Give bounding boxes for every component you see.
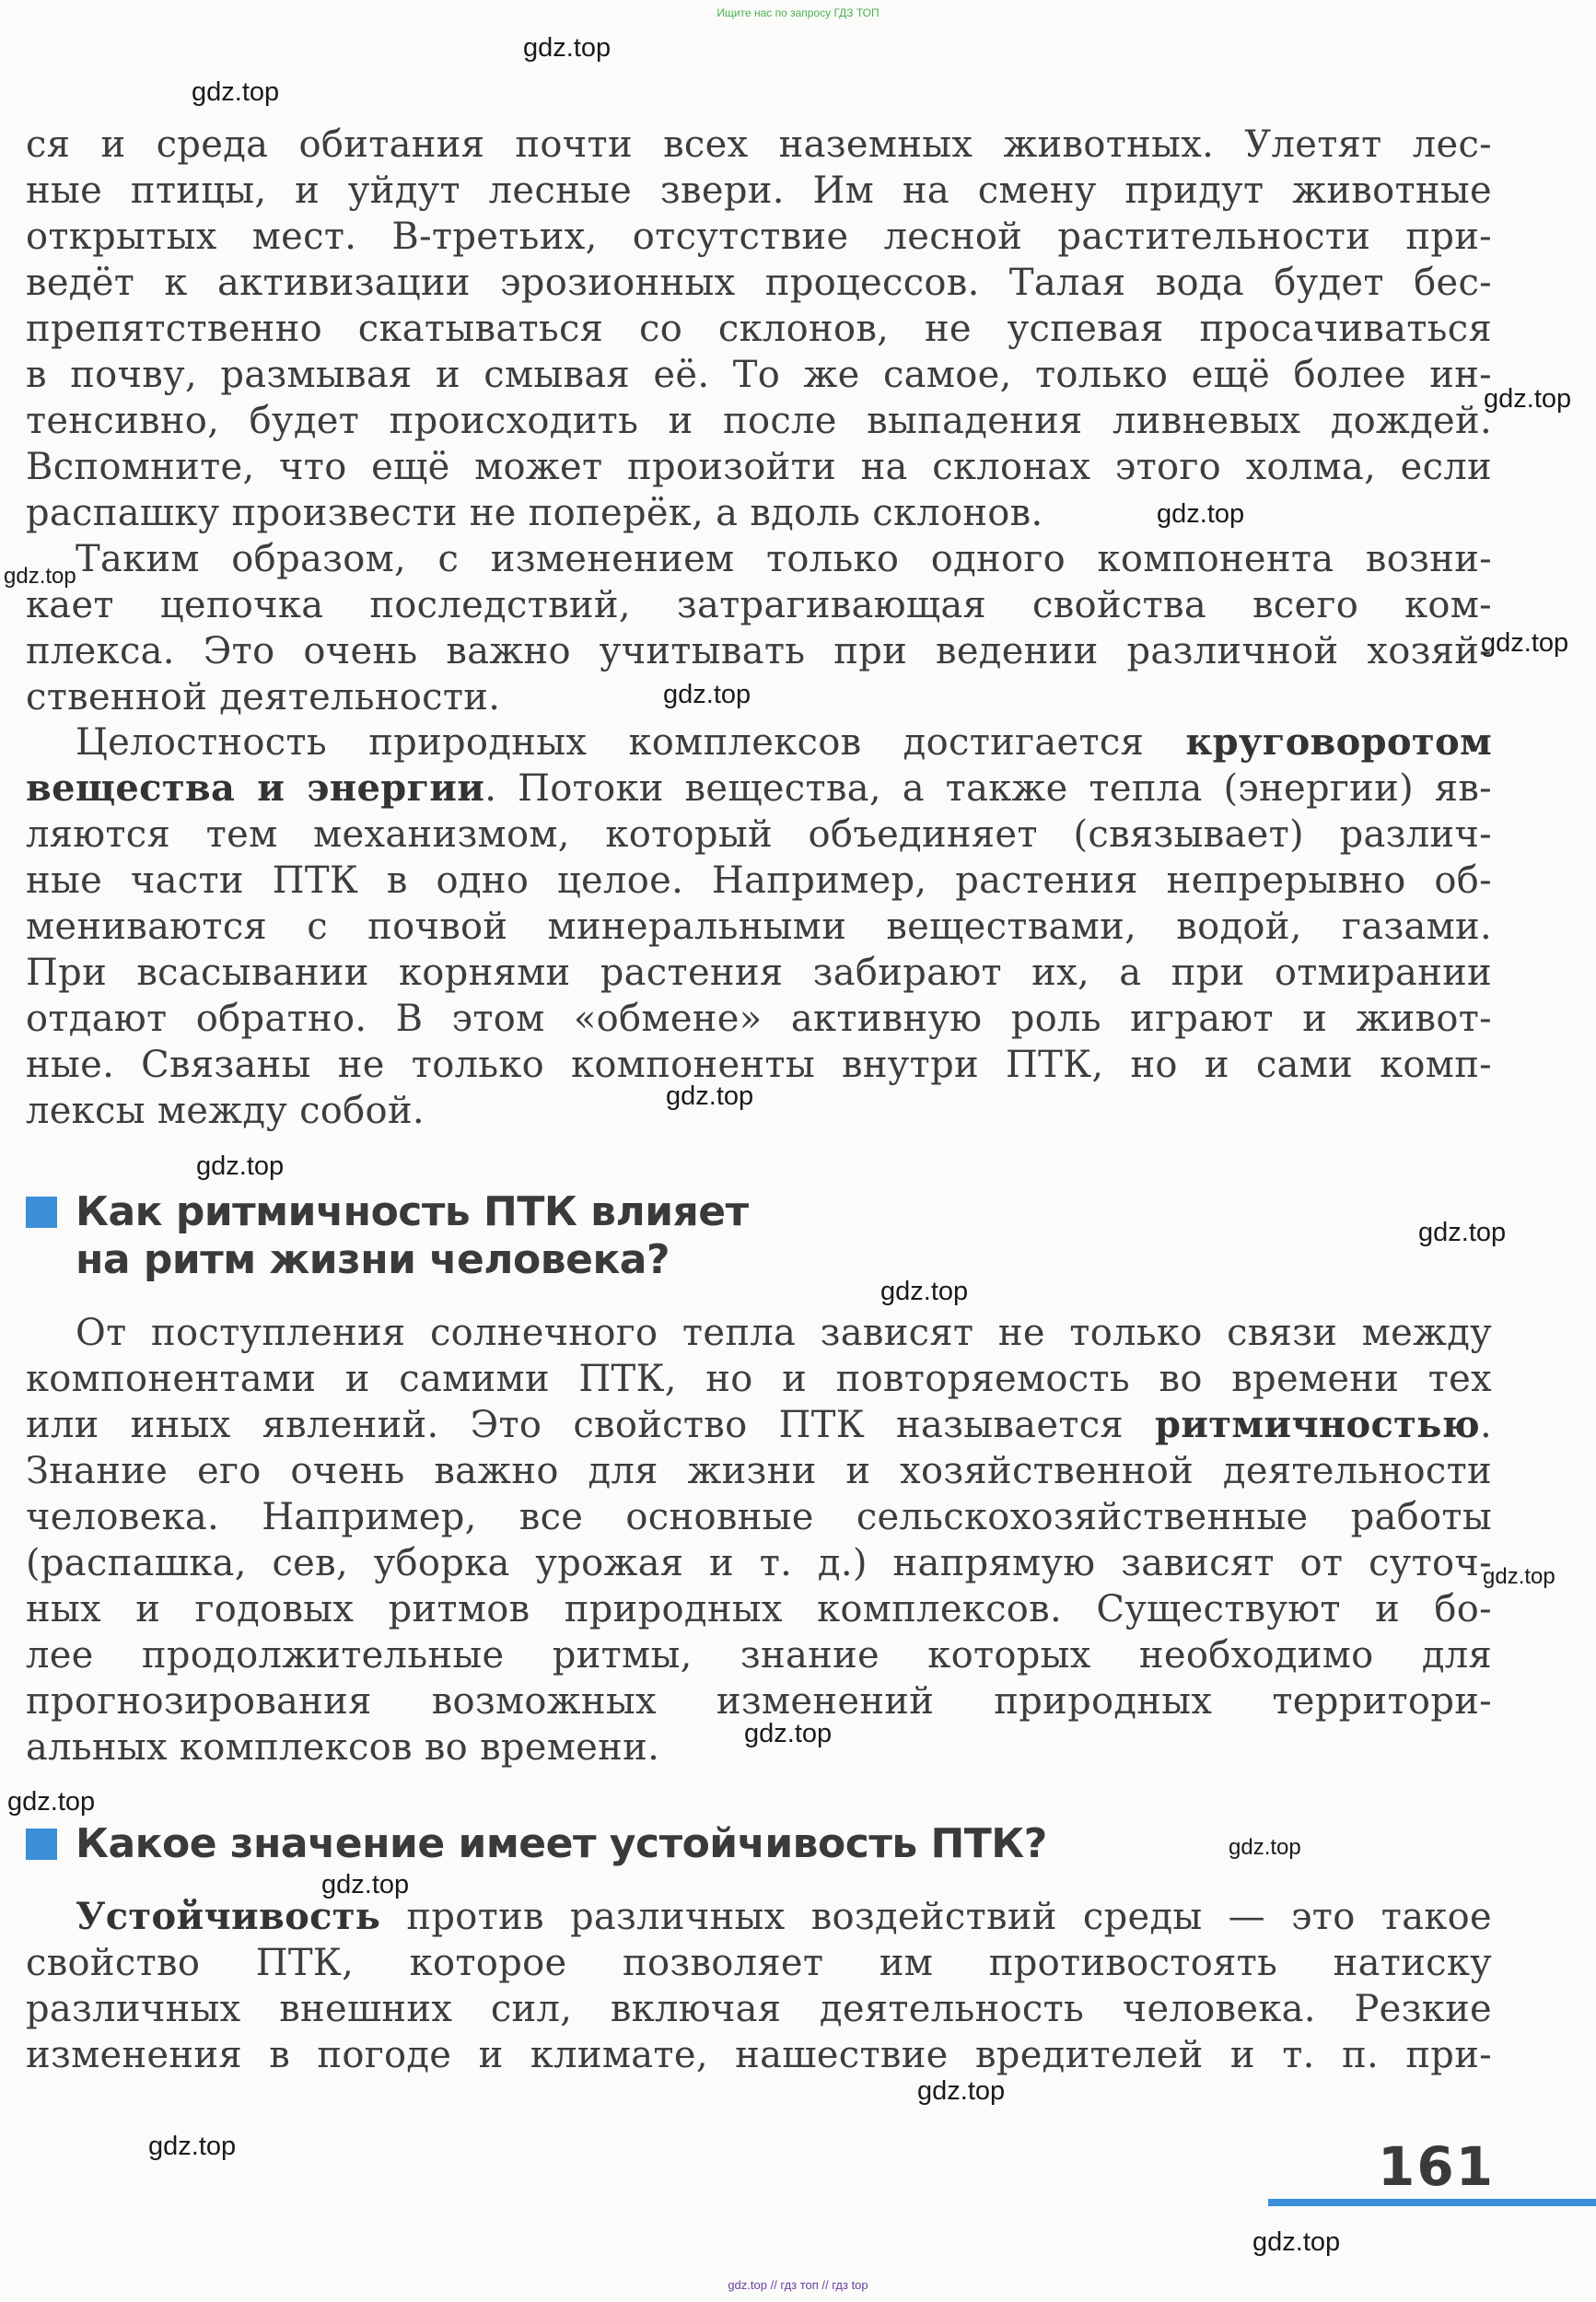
watermark: gdz.top [148, 2132, 237, 2161]
term-circulation: круговоротом [1185, 720, 1492, 764]
para3-line1 [26, 719, 1492, 765]
watermark: gdz.top [1229, 1835, 1301, 1860]
para1-line: ные птицы, и уйдут лесные звери. Им на смену придут животные [26, 169, 1492, 212]
para3-line: ные части ПТК в одно целое. Например, растения непрерывно об- [26, 859, 1492, 902]
para5-line: различных внешних сил, включая деятельность человека. Резкие [26, 1988, 1492, 2030]
para4-line: человека. Например, все основные сельскохозяйственные работы [26, 1496, 1492, 1538]
watermark: gdz.top [1484, 384, 1572, 414]
watermark: gdz.top [321, 1870, 410, 1899]
heading2-text: Какое значение имеет устойчивость ПТК? [76, 1820, 1047, 1867]
para2-line: плекса. Это очень важно учитывать при ведении различной хозяй- [26, 630, 1492, 672]
watermark: gdz.top [196, 1151, 285, 1181]
para4-line: (распашка, сев, уборка урожая и т. д.) напрямую зависят от суточ- [26, 1542, 1492, 1584]
para1-line: открытых мест. В-третьих, отсутствие лесной растительности при- [26, 216, 1492, 258]
page-number-rule [1268, 2199, 1596, 2206]
top-banner: Ищите нас по запросу ГДЗ ТОП [716, 6, 880, 19]
para3-line: мениваются с почвой минеральными веществами, водой, газами. [26, 906, 1492, 948]
section-heading-rhythm [26, 1188, 749, 1284]
paragraph-3 [26, 719, 1492, 1134]
para4-line3-text: или иных явлений. Это свойство ПТК называется [26, 1404, 1155, 1446]
para3-line1-text: Целостность природных комплексов достигается [76, 721, 1186, 764]
heading1-line2: на ритм жизни человека? [76, 1236, 670, 1283]
para1-line: препятственно скатываться со склонов, не успевая просачиваться [26, 308, 1492, 350]
watermark: gdz.top [880, 1277, 969, 1306]
para1-line: ведёт к активизации эрозионных процессов. Талая вода будет бес- [26, 262, 1492, 304]
paragraph-4 [26, 1310, 1492, 1770]
heading-marker-square [26, 1197, 57, 1228]
para1-line: Вспомните, что ещё может произойти на склонах этого холма, если [26, 446, 1492, 488]
watermark: gdz.top [663, 680, 751, 709]
paragraph-5 [26, 1894, 1492, 2078]
para4-line: альных комплексов во времени. [26, 1726, 660, 1769]
watermark: gdz.top [1252, 2227, 1341, 2257]
para4-line: прогнозирования возможных изменений природных территори- [26, 1680, 1492, 1723]
para1-line: в почву, размывая и смывая её. То же самое, только ещё более ин- [26, 354, 1492, 396]
para4-line1: От поступления солнечного тепла зависят не только связи между [76, 1312, 1492, 1354]
para5-line1-text: против различных воздействий среды — это такое [380, 1896, 1492, 1938]
para5-line: свойство ПТК, которое позволяет им противостоять натиску [26, 1942, 1492, 1984]
para1-line: распашку произвести не поперёк, а вдоль склонов. [26, 492, 1043, 534]
page-number: 161 [1378, 2135, 1496, 2198]
watermark: gdz.top [1483, 1564, 1555, 1589]
watermark: gdz.top [1157, 499, 1245, 529]
para2-line: Таким образом, с изменением только одного компонента возни- [76, 538, 1492, 580]
watermark: gdz.top [1418, 1218, 1507, 1247]
watermark: gdz.top [4, 564, 76, 589]
para4-line: ных и годовых ритмов природных комплексов. Существуют и бо- [26, 1588, 1492, 1630]
para3-line2-text: . Потоки вещества, а также тепла (энергии) яв- [484, 767, 1492, 810]
para4-line: лее продолжительные ритмы, знание которых необходимо для [26, 1634, 1492, 1677]
para4-line3 [26, 1402, 1492, 1448]
watermark: gdz.top [192, 77, 280, 107]
para1-line: ся и среда обитания почти всех наземных животных. Улетят лес- [26, 123, 1492, 166]
para3-line: отдают обратно. В этом «обмене» активную роль играют и живот- [26, 998, 1492, 1040]
para3-line2 [26, 765, 1492, 812]
para1-line: тенсивно, будет происходить и после выпадения ливневых дождей. [26, 400, 1492, 442]
para2-line: кает цепочка последствий, затрагивающая свойства всего ком- [26, 584, 1492, 626]
paragraph-1 [26, 122, 1492, 536]
paragraph-2 [26, 536, 1492, 720]
para4-line: Знание его очень важно для жизни и хозяйственной деятельности [26, 1450, 1492, 1492]
para3-line: ляются тем механизмом, который объединяет (связывает) различ- [26, 813, 1492, 856]
para4-line3-end: . [1479, 1404, 1492, 1446]
para3-line: лексы между собой. [26, 1090, 425, 1132]
watermark: gdz.top [744, 1719, 833, 1748]
para4-line2: компонентами и самими ПТК, но и повторяемость во времени тех [26, 1358, 1492, 1400]
watermark: gdz.top [917, 2076, 1006, 2106]
heading1-line1: Как ритмичность ПТК влияет [76, 1188, 749, 1235]
heading-marker-square [26, 1829, 57, 1860]
para3-line: ные. Связаны не только компоненты внутри ПТК, но и сами комп- [26, 1044, 1492, 1086]
watermark: gdz.top [523, 33, 612, 63]
para5-line: изменения в погоде и климате, нашествие вредителей и т. п. при- [26, 2034, 1492, 2076]
watermark: gdz.top [7, 1787, 96, 1817]
watermark: gdz.top [666, 1081, 754, 1111]
section-heading-stability [26, 1820, 1047, 1868]
watermark: gdz.top [1481, 628, 1569, 658]
footer-links: gdz.top // гдз топ // гдз top [728, 2278, 868, 2292]
term-stability: Устойчивость [76, 1895, 381, 1938]
para2-line: ственной деятельности. [26, 676, 501, 719]
term-rhythmicity: ритмичностью [1155, 1403, 1480, 1446]
term-substance-energy: вещества и энергии [26, 766, 485, 810]
para5-line1 [26, 1894, 1492, 1940]
para3-line: При всасывании корнями растения забирают их, а при отмирании [26, 952, 1492, 994]
